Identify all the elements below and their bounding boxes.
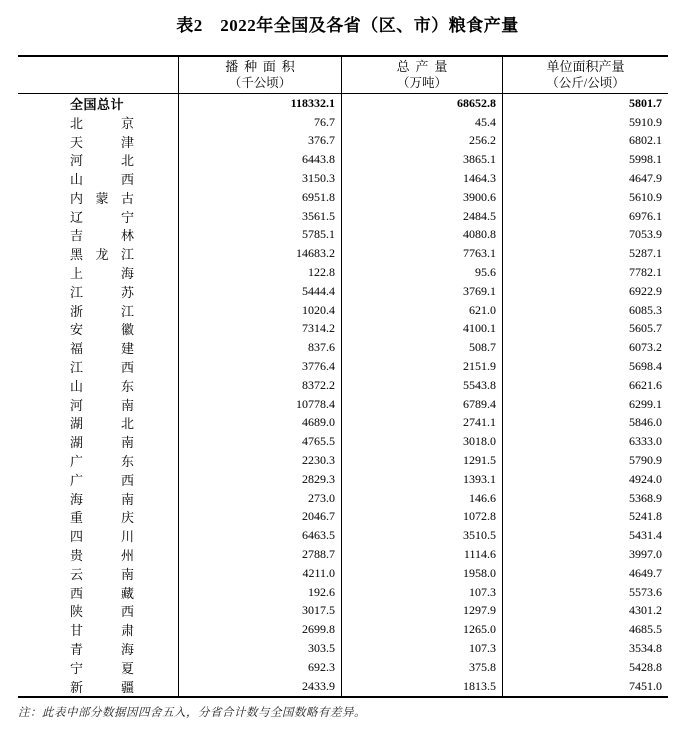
region-name: 重庆	[70, 510, 134, 526]
sown-area-value: 122.8	[178, 263, 341, 282]
total-output-value: 2151.9	[341, 357, 502, 376]
yield-value: 4649.7	[502, 564, 668, 583]
total-output-value: 1958.0	[341, 564, 502, 583]
total-output-value: 5543.8	[341, 376, 502, 395]
yield-value: 5790.9	[502, 451, 668, 470]
table-row	[18, 658, 668, 677]
sown-area-value: 10778.4	[178, 395, 341, 414]
yield-value: 7451.0	[502, 677, 668, 696]
sown-area-value: 273.0	[178, 489, 341, 508]
region-cell	[18, 658, 178, 677]
region-cell	[18, 376, 178, 395]
yield-value: 7053.9	[502, 226, 668, 245]
region-cell	[18, 282, 178, 301]
region-name: 广西	[70, 472, 134, 488]
sown-area-value: 14683.2	[178, 244, 341, 263]
sown-area-value: 2046.7	[178, 508, 341, 527]
sown-area-value: 2829.3	[178, 470, 341, 489]
yield-value: 5368.9	[502, 489, 668, 508]
region-cell	[18, 94, 178, 113]
table-row	[18, 226, 668, 245]
yield-value: 5846.0	[502, 414, 668, 433]
yield-value: 3534.8	[502, 639, 668, 658]
region-cell	[18, 526, 178, 545]
total-output-value: 146.6	[341, 489, 502, 508]
sown-area-value: 6463.5	[178, 526, 341, 545]
yield-value: 4685.5	[502, 620, 668, 639]
total-output-value: 3510.5	[341, 526, 502, 545]
table-row	[18, 489, 668, 508]
total-output-value: 107.3	[341, 583, 502, 602]
region-cell	[18, 677, 178, 696]
yield-value: 5605.7	[502, 320, 668, 339]
region-cell	[18, 150, 178, 169]
sown-area-value: 2433.9	[178, 677, 341, 696]
header-total-output-title: 总产量	[396, 58, 454, 74]
region-name: 宁夏	[70, 660, 134, 676]
header-total-output	[341, 57, 502, 93]
region-name: 上海	[70, 266, 134, 282]
region-name: 山东	[70, 378, 134, 394]
sown-area-value: 6443.8	[178, 150, 341, 169]
header-sown-area-unit: （千公顷）	[228, 76, 292, 90]
region-name: 北京	[70, 115, 134, 131]
region-name: 福建	[70, 341, 134, 357]
region-cell	[18, 564, 178, 583]
table-row	[18, 244, 668, 263]
table-row	[18, 583, 668, 602]
sown-area-value: 118332.1	[178, 94, 341, 113]
table-row	[18, 620, 668, 639]
table-row	[18, 169, 668, 188]
yield-value: 6073.2	[502, 338, 668, 357]
table-row	[18, 451, 668, 470]
table-row	[18, 320, 668, 339]
yield-value: 5801.7	[502, 94, 668, 113]
region-cell	[18, 470, 178, 489]
sown-area-value: 3776.4	[178, 357, 341, 376]
table-row	[18, 282, 668, 301]
region-cell	[18, 432, 178, 451]
yield-value: 6802.1	[502, 132, 668, 151]
region-name: 山西	[70, 172, 134, 188]
header-unit-yield-title: 单位面积产量	[546, 58, 625, 74]
total-output-value: 7763.1	[341, 244, 502, 263]
sown-area-value: 837.6	[178, 338, 341, 357]
yield-value: 4647.9	[502, 169, 668, 188]
region-name: 青海	[70, 642, 134, 658]
region-name: 云南	[70, 566, 134, 582]
yield-value: 6621.6	[502, 376, 668, 395]
region-name: 安徽	[70, 322, 134, 338]
table-row	[18, 94, 668, 113]
region-name: 陕西	[70, 604, 134, 620]
total-output-value: 256.2	[341, 132, 502, 151]
footnote: 注：此表中部分数据因四舍五入，分省合计数与全国数略有差异。	[18, 707, 366, 719]
region-cell	[18, 188, 178, 207]
region-cell	[18, 639, 178, 658]
region-cell	[18, 602, 178, 621]
region-name: 湖北	[70, 416, 134, 432]
region-cell	[18, 451, 178, 470]
yield-value: 5428.8	[502, 658, 668, 677]
region-cell	[18, 244, 178, 263]
region-name: 海南	[70, 491, 134, 507]
yield-value: 7782.1	[502, 263, 668, 282]
region-cell	[18, 545, 178, 564]
table-row	[18, 301, 668, 320]
sown-area-value: 2788.7	[178, 545, 341, 564]
yield-value: 6333.0	[502, 432, 668, 451]
sown-area-value: 8372.2	[178, 376, 341, 395]
sown-area-value: 6951.8	[178, 188, 341, 207]
yield-value: 5241.8	[502, 508, 668, 527]
region-cell	[18, 320, 178, 339]
region-cell	[18, 620, 178, 639]
region-cell	[18, 583, 178, 602]
region-name: 江苏	[70, 284, 134, 300]
total-output-value: 4080.8	[341, 226, 502, 245]
region-cell	[18, 508, 178, 527]
total-output-value: 1297.9	[341, 602, 502, 621]
region-name: 湖南	[70, 435, 134, 451]
table-row	[18, 432, 668, 451]
region-cell	[18, 263, 178, 282]
region-name: 新疆	[70, 679, 134, 695]
table-row	[18, 508, 668, 527]
header-unit-yield-unit: （公斤/公顷）	[546, 76, 625, 90]
yield-value: 4301.2	[502, 602, 668, 621]
region-name: 黑龙江	[70, 247, 134, 263]
yield-value: 5287.1	[502, 244, 668, 263]
table-header-row	[18, 57, 668, 94]
total-output-value: 68652.8	[341, 94, 502, 113]
total-output-value: 1265.0	[341, 620, 502, 639]
region-name: 广东	[70, 454, 134, 470]
region-cell	[18, 226, 178, 245]
table-row	[18, 113, 668, 132]
total-output-value: 3900.6	[341, 188, 502, 207]
region-name: 甘肃	[70, 623, 134, 639]
region-cell	[18, 132, 178, 151]
sown-area-value: 692.3	[178, 658, 341, 677]
table-row	[18, 357, 668, 376]
total-output-value: 6789.4	[341, 395, 502, 414]
table-row	[18, 395, 668, 414]
total-output-value: 1114.6	[341, 545, 502, 564]
yield-value: 5698.4	[502, 357, 668, 376]
table-row	[18, 376, 668, 395]
region-cell	[18, 338, 178, 357]
header-sown-area-title: 播种面积	[225, 58, 301, 74]
total-output-value: 1813.5	[341, 677, 502, 696]
table-row	[18, 470, 668, 489]
sown-area-value: 303.5	[178, 639, 341, 658]
sown-area-value: 5785.1	[178, 226, 341, 245]
total-output-value: 3865.1	[341, 150, 502, 169]
sown-area-value: 4765.5	[178, 432, 341, 451]
table-row	[18, 150, 668, 169]
header-unit-yield	[502, 57, 668, 93]
region-cell	[18, 113, 178, 132]
region-name: 全国总计	[70, 96, 125, 112]
total-output-value: 45.4	[341, 113, 502, 132]
sown-area-value: 3150.3	[178, 169, 341, 188]
total-output-value: 95.6	[341, 263, 502, 282]
region-name: 四川	[70, 529, 134, 545]
total-output-value: 1393.1	[341, 470, 502, 489]
total-output-value: 2741.1	[341, 414, 502, 433]
table-row	[18, 602, 668, 621]
sown-area-value: 4211.0	[178, 564, 341, 583]
yield-value: 6085.3	[502, 301, 668, 320]
region-cell	[18, 489, 178, 508]
table-row	[18, 526, 668, 545]
table-row	[18, 338, 668, 357]
table-row	[18, 639, 668, 658]
region-name: 内蒙古	[70, 190, 134, 206]
region-name: 河北	[70, 153, 134, 169]
yield-value: 5910.9	[502, 113, 668, 132]
region-name: 天津	[70, 134, 134, 150]
region-name: 吉林	[70, 228, 134, 244]
yield-value: 5431.4	[502, 526, 668, 545]
region-name: 河南	[70, 397, 134, 413]
table-row	[18, 564, 668, 583]
region-name: 江西	[70, 360, 134, 376]
grain-production-table	[18, 55, 668, 698]
region-name: 贵州	[70, 548, 134, 564]
total-output-value: 3769.1	[341, 282, 502, 301]
sown-area-value: 1020.4	[178, 301, 341, 320]
yield-value: 4924.0	[502, 470, 668, 489]
total-output-value: 2484.5	[341, 207, 502, 226]
yield-value: 6922.9	[502, 282, 668, 301]
sown-area-value: 3017.5	[178, 602, 341, 621]
sown-area-value: 7314.2	[178, 320, 341, 339]
table-title: 表2 2022年全国及各省（区、市）粮食产量	[176, 16, 519, 35]
table-row	[18, 263, 668, 282]
region-name: 西藏	[70, 585, 134, 601]
yield-value: 5998.1	[502, 150, 668, 169]
sown-area-value: 2230.3	[178, 451, 341, 470]
table-row	[18, 188, 668, 207]
region-cell	[18, 169, 178, 188]
header-sown-area	[178, 57, 341, 93]
sown-area-value: 76.7	[178, 113, 341, 132]
region-name: 浙江	[70, 303, 134, 319]
total-output-value: 107.3	[341, 639, 502, 658]
sown-area-value: 192.6	[178, 583, 341, 602]
yield-value: 6976.1	[502, 207, 668, 226]
sown-area-value: 3561.5	[178, 207, 341, 226]
region-name: 辽宁	[70, 209, 134, 225]
sown-area-value: 376.7	[178, 132, 341, 151]
table-row	[18, 132, 668, 151]
total-output-value: 621.0	[341, 301, 502, 320]
header-region-blank	[18, 57, 178, 93]
total-output-value: 1072.8	[341, 508, 502, 527]
region-cell	[18, 207, 178, 226]
total-output-value: 1464.3	[341, 169, 502, 188]
table-body	[18, 94, 668, 696]
region-cell	[18, 357, 178, 376]
region-cell	[18, 395, 178, 414]
yield-value: 5610.9	[502, 188, 668, 207]
total-output-value: 4100.1	[341, 320, 502, 339]
total-output-value: 3018.0	[341, 432, 502, 451]
table-row	[18, 207, 668, 226]
total-output-value: 375.8	[341, 658, 502, 677]
sown-area-value: 2699.8	[178, 620, 341, 639]
table-row	[18, 414, 668, 433]
yield-value: 5573.6	[502, 583, 668, 602]
yield-value: 6299.1	[502, 395, 668, 414]
total-output-value: 1291.5	[341, 451, 502, 470]
sown-area-value: 5444.4	[178, 282, 341, 301]
sown-area-value: 4689.0	[178, 414, 341, 433]
table-row	[18, 677, 668, 696]
header-total-output-unit: （万吨）	[396, 76, 447, 90]
region-cell	[18, 414, 178, 433]
yield-value: 3997.0	[502, 545, 668, 564]
total-output-value: 508.7	[341, 338, 502, 357]
table-row	[18, 545, 668, 564]
region-cell	[18, 301, 178, 320]
